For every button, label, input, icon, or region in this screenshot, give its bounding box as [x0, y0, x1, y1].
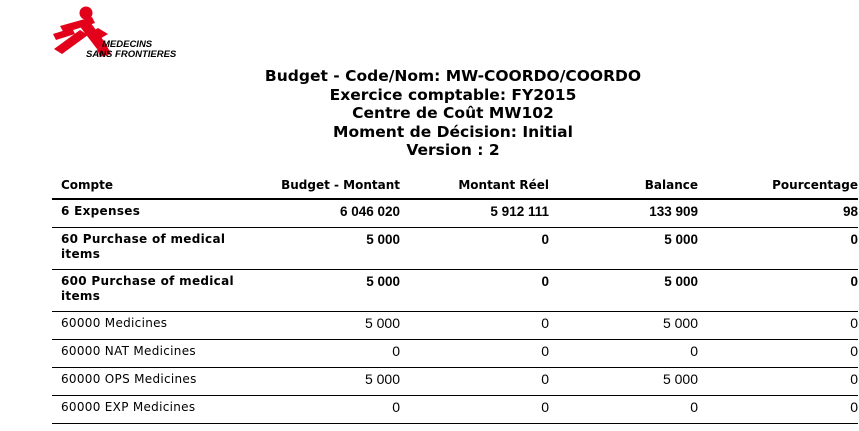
budget-table: [52, 174, 858, 424]
cell-actual: 0: [541, 232, 549, 247]
cell-budget: 6 046 020: [339, 204, 400, 219]
cell-account: 60 Purchase of medical items: [61, 232, 226, 261]
cell-percentage: 0: [850, 315, 858, 331]
cell-balance: 5 000: [662, 371, 698, 387]
title-cost-center: Centre de Coût MW102: [352, 104, 554, 122]
title-decision-moment: Moment de Décision: Initial: [333, 122, 573, 141]
table-row: [52, 340, 858, 368]
table-row: [52, 368, 858, 396]
cell-account: 6 Expenses: [61, 204, 141, 218]
title-fiscal-year: Exercice comptable: FY2015: [329, 85, 577, 104]
table-row: [52, 312, 858, 340]
table-header-row: [52, 174, 858, 199]
cell-balance: 5 000: [664, 232, 698, 247]
cell-percentage: 0: [850, 399, 858, 415]
column-header-balance: Balance: [644, 178, 698, 192]
column-header-percentage: Pourcentage: [772, 178, 858, 192]
cell-actual: 0: [541, 343, 549, 359]
cell-budget: 5 000: [364, 371, 400, 387]
cell-account: 60000 NAT Medicines: [61, 344, 196, 358]
cell-balance: 5 000: [662, 315, 698, 331]
cell-percentage: 0: [850, 371, 858, 387]
table-row: [52, 270, 858, 312]
column-header-budget: Budget - Montant: [281, 178, 400, 192]
cell-budget: 5 000: [366, 232, 400, 247]
title-version: Version : 2: [406, 141, 500, 159]
cell-percentage: 0: [850, 232, 858, 247]
cell-budget: 0: [392, 399, 400, 415]
column-header-account: Compte: [61, 178, 114, 192]
cell-percentage: 0: [850, 343, 858, 359]
cell-actual: 0: [541, 315, 549, 331]
cell-budget: 5 000: [366, 274, 400, 289]
cell-balance: 133 909: [649, 204, 698, 219]
cell-account: 60000 OPS Medicines: [61, 372, 197, 386]
msf-logo: [48, 4, 188, 60]
report-title: [0, 67, 859, 160]
cell-account: 600 Purchase of medical items: [61, 274, 234, 303]
logo-text-line2: SANS FRONTIERES: [86, 49, 177, 60]
cell-budget: 0: [392, 343, 400, 359]
cell-budget: 5 000: [364, 315, 400, 331]
cell-percentage: 0: [850, 274, 858, 289]
cell-percentage: 98: [842, 204, 858, 219]
logo-text-line1: MEDECINS: [102, 39, 153, 50]
cell-balance: 0: [690, 399, 698, 415]
column-header-actual: Montant Réel: [458, 178, 549, 192]
cell-actual: 5 912 111: [490, 204, 549, 219]
table-row: [52, 228, 858, 270]
table-row: [52, 396, 858, 424]
cell-account: 60000 EXP Medicines: [61, 400, 196, 414]
table-row: [52, 199, 858, 228]
cell-balance: 5 000: [664, 274, 698, 289]
cell-actual: 0: [541, 399, 549, 415]
cell-account: 60000 Medicines: [61, 316, 168, 330]
cell-actual: 0: [541, 371, 549, 387]
cell-actual: 0: [541, 274, 549, 289]
cell-balance: 0: [690, 343, 698, 359]
title-budget-code: Budget - Code/Nom: MW-COORDO/COORDO: [264, 67, 642, 85]
